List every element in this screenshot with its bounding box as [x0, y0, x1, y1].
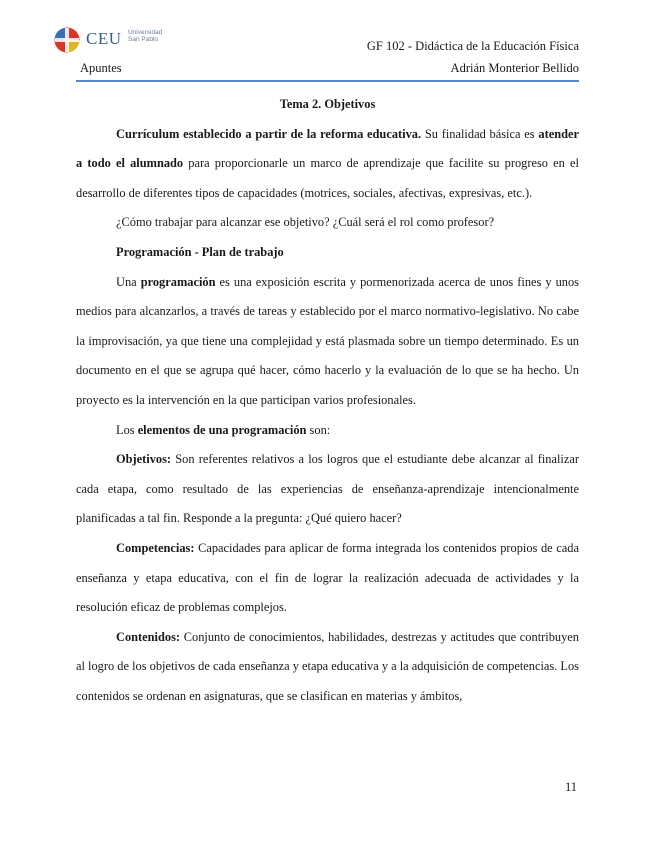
ceu-emblem-icon [54, 27, 80, 53]
text: Una [116, 274, 141, 289]
bold-text: elementos de una programación [137, 422, 307, 437]
header-author: Adrián Monterior Bellido [450, 61, 579, 75]
page-number: 11 [564, 780, 577, 794]
paragraph-programacion [76, 268, 579, 416]
paragraph-contenidos [76, 623, 579, 712]
paragraph-curriculum [76, 120, 579, 209]
logo-text: CEU [86, 29, 122, 48]
text: es una exposición escrita y pormenorizada acerca de unos fines y unos medios para alcanzarlos, a través de tareas y establecido por el marco normativo-legislativo. No cabe la improvisación, ya que tiene una complejidad y está plasmada sobre un tiempo determinado. Es un documento en el que se agrupa qué hacer, cómo hacerlo y la evaluación de lo que se ha hecho. Un proyecto es la intervención en la que participan varios profesionales. [76, 274, 579, 407]
text: Son referentes relativos a los logros que el estudiante debe alcanzar al finalizar cada etapa, como resultado de las experiencias de enseñanza-aprendizaje intencionalmente planificadas a tal fin. Responde a la pregunta: ¿Qué quiero hacer? [76, 452, 579, 526]
paragraph-competencias [76, 534, 579, 623]
text: para proporcionarle un marco de aprendizaje que facilite su progreso en el desarrollo de diferentes tipos de capacidades (motrices, sociales, afectivas, expresivas, etc.). [76, 156, 579, 200]
text: son: [306, 422, 331, 437]
text: Los [116, 422, 138, 437]
section-title: Tema 2. Objetivos [279, 97, 376, 111]
bold-text: Competencias: [116, 540, 195, 555]
paragraph-objetivos [76, 445, 579, 534]
university-logo [54, 27, 184, 55]
logo-subtitle-line-2: San Pablo [128, 36, 158, 43]
subheading-programacion [76, 238, 579, 268]
bold-text: Contenidos: [116, 629, 181, 644]
header-course: GF 102 - Didáctica de la Educación Física [366, 39, 579, 53]
bold-text: atender a todo el alumnado [76, 126, 579, 171]
logo-subtitle [128, 29, 162, 43]
bold-text: Currículum establecido a partir de la reforma educativa. [116, 126, 422, 141]
text: Su finalidad básica es [421, 126, 539, 141]
paragraph-questions: ¿Cómo trabajar para alcanzar ese objetivo? ¿Cuál será el rol como profesor? [116, 215, 495, 230]
paragraph-elementos [76, 416, 579, 446]
text: Conjunto de conocimientos, habilidades, destrezas y actitudes que contribuyen al logro de los objetivos de cada enseñanza y etapa educativa y a la adquisición de competencias. Los contenidos se ordenan en asignaturas, que se clasifican en materias y ámbitos, [76, 629, 580, 703]
bold-text: Programación - Plan de trabajo [116, 244, 284, 259]
bold-text: programación [140, 274, 216, 289]
header-section: Apuntes [80, 61, 122, 75]
bold-text: Objetivos: [116, 452, 172, 467]
text: Capacidades para aplicar de forma integrada los contenidos propios de cada enseñanza y etapa educativa, con el fin de lograr la realización adecuada de actividades y la resolución eficaz de problemas complejos. [76, 540, 579, 615]
document-body [76, 90, 579, 711]
header-divider [76, 80, 579, 82]
logo-subtitle-line-1: Universidad [128, 29, 163, 36]
